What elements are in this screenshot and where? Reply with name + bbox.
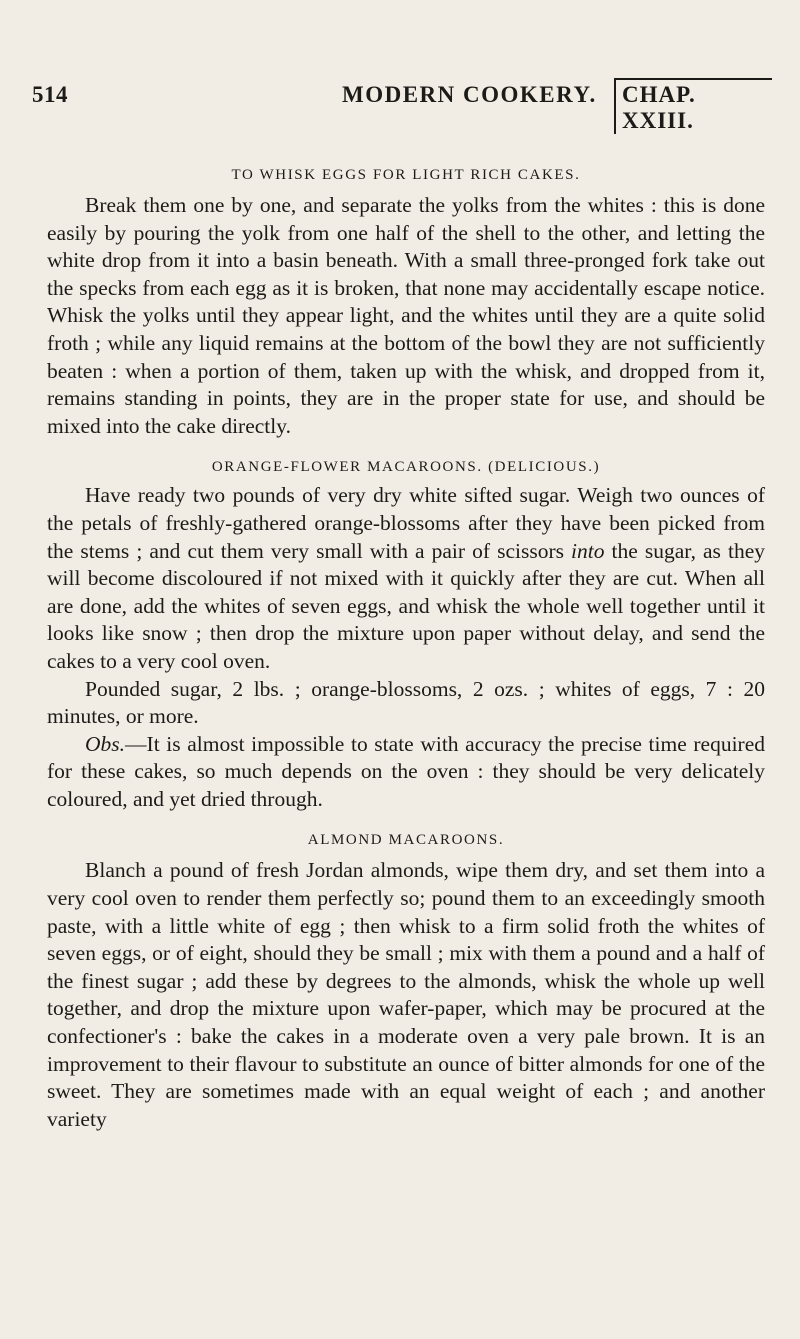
paragraph-almond-method: Blanch a pound of fresh Jordan almonds, wipe them dry, and set them into a very cool oven to render them perfectly so; pound them to an exceedingly smooth paste, with a little white of egg ; then whisk to a firm solid froth the whites of seven eggs, or of eight, should they be small ; mix with them a pound and a half of the finest sugar ; add these by degrees to the almonds, whisk the whole up well together, and drop the mixture upon wafer-paper, which may be procured at the confectioner's : bake the cakes in a moderate oven a very pale brown. It is an improvement to their flavour to substitute an ounce of bitter almonds for one of the sweet. They are sometimes made with an equal weight of each ; and another variety (47, 858, 765, 1131)
paragraph-whisk-eggs: Break them one by one, and separate the yolks from the whites : this is done easily by pouring the yolk from one half of the shell to the other, and letting the white drop from it into a basin beneath. With a small three-pronged fork take out the specks from each egg as it is broken, that none may accidentally escape notice. Whisk the yolks until they appear light, and the whites until they are a quite solid froth ; while any liquid remains at the bottom of the bowl they are not sufficiently beaten : when a portion of them, taken up with the whisk, and dropped from it, remains standing in points, they are in the proper state for use, and should be mixed into the cake directly. (47, 193, 765, 438)
obs-text: —It is almost impossible to state with accuracy the precise time required for these cakes, so much depends on the oven : they should be very delicately coloured, and yet dried through. (47, 731, 765, 811)
orange-method-italic-word: into (571, 538, 605, 563)
paragraph-orange-method (47, 482, 765, 675)
page-number: 514 (32, 82, 68, 107)
page-body (47, 162, 765, 1133)
running-title: MODERN COOKERY. (342, 82, 597, 107)
orange-method-text-start: Have ready two pounds of very dry white sifted sugar. Weigh two ounces of the petals of freshly-gathered orange-blossoms after they have been picked from the stems ; and cut them very small with a pair of scissors (47, 483, 765, 563)
obs-label: Obs. (85, 731, 126, 756)
running-head (32, 82, 772, 133)
paragraph-orange-observation (47, 731, 765, 814)
section-heading-almond-macaroons: ALMOND MACAROONS. (307, 832, 505, 849)
paragraph-orange-quantities: Pounded sugar, 2 lbs. ; orange-blossoms, 2 ozs. ; whites of eggs, 7 : 20 minutes, or more. (47, 676, 765, 729)
chapter-label: CHAP. XXIII. (614, 78, 772, 134)
section-heading-whisk-eggs: TO WHISK EGGS FOR LIGHT RICH CAKES. (231, 167, 581, 183)
orange-method-text-end: the sugar, as they will become discoloured if not mixed with it quickly after they are cut. When all are done, add the whites of seven eggs, and whisk the whole well together until it looks like snow ; then drop the mixture upon paper without delay, and send the cakes to a very cool oven. (47, 538, 765, 673)
section-heading-orange-flower-macaroons: ORANGE-FLOWER MACAROONS. (DELICIOUS.) (211, 459, 601, 476)
